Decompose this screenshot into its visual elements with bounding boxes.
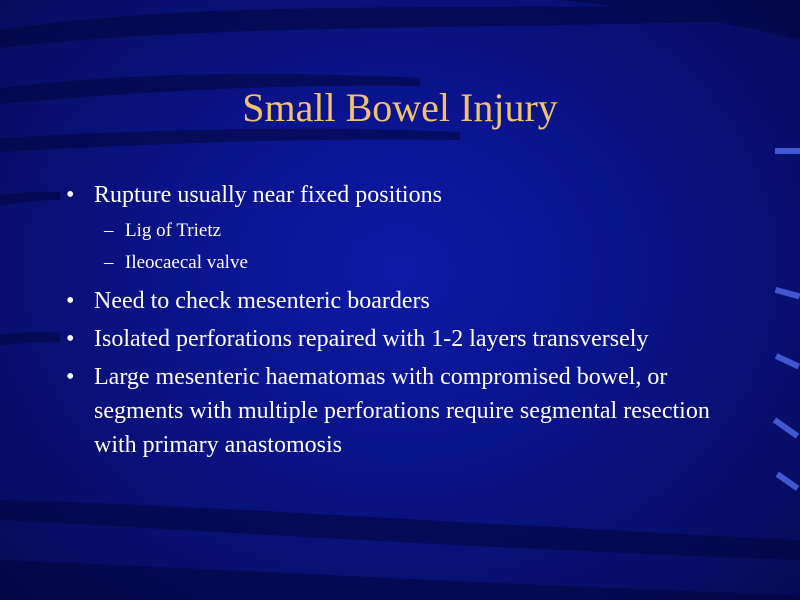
sub-bullet-marker: – [104,252,114,273]
sub-bullet-item [60,248,750,278]
bullet-item [60,322,750,356]
bullet-marker: • [66,288,75,314]
sub-bullet-text: Lig of Trietz [125,220,222,241]
bullet-item [60,360,750,462]
bullet-text: Isolated perforations repaired with 1-2 layers transversely [94,326,649,352]
bullet-item [60,284,750,318]
bullet-list [60,178,750,466]
bullet-text: Need to check mesenteric boarders [94,288,430,314]
bullet-marker: • [66,364,75,390]
sub-bullet-item [60,216,750,246]
bullet-marker: • [66,182,75,208]
sub-bullet-marker: – [104,220,114,241]
sub-bullet-text: Ileocaecal valve [125,252,248,273]
bullet-item [60,178,750,212]
bullet-text: Large mesenteric haematomas with compromised bowel, or segments with multiple perforations require segmental resection with primary anastomosis [94,364,710,458]
bullet-marker: • [66,326,75,352]
slide-title: Small Bowel Injury [242,85,558,130]
bullet-text: Rupture usually near fixed positions [94,182,442,208]
